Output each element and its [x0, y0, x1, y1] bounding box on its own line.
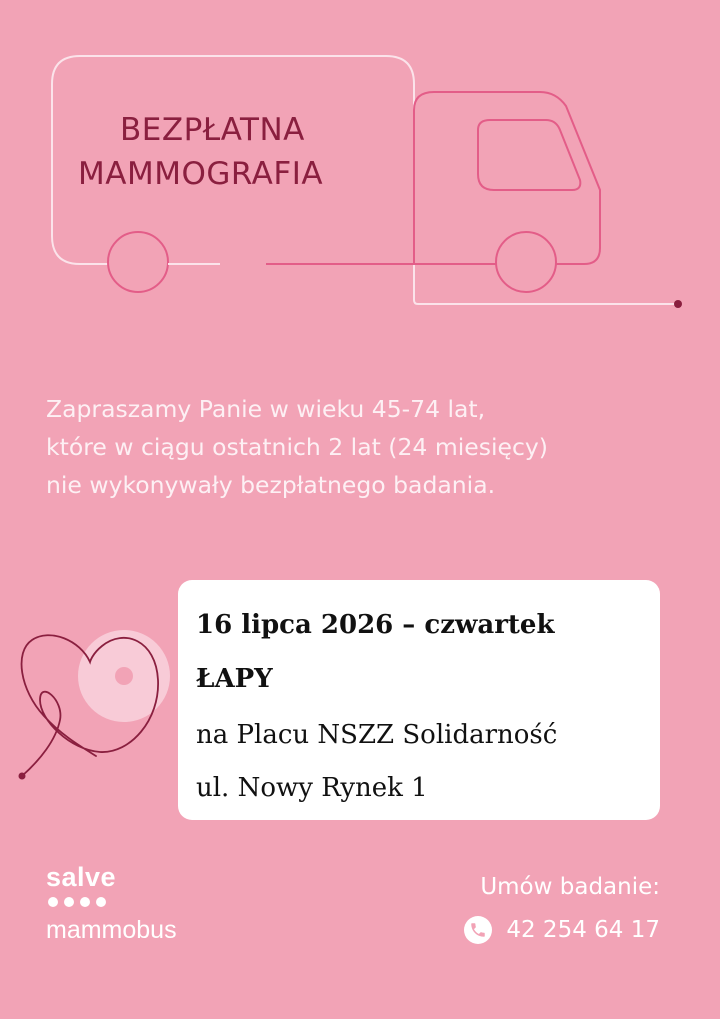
event-street: ul. Nowy Rynek 1	[196, 773, 428, 803]
invitation-line-1: Zapraszamy Panie w wieku 45-74 lat,	[46, 395, 486, 423]
heart-illustration	[0, 600, 200, 800]
heart-circle-small	[115, 667, 133, 685]
phone-number[interactable]: 42 254 64 17	[506, 917, 660, 943]
invitation-line-2: które w ciągu ostatnich 2 lat (24 miesięcy)	[46, 433, 548, 461]
phone-row[interactable]	[464, 916, 660, 944]
event-date: 16 lipca 2026 – czwartek	[196, 610, 555, 640]
logo-dots	[48, 897, 177, 907]
event-place: na Placu NSZZ Solidarność	[196, 720, 558, 750]
logo-dot	[64, 897, 74, 907]
cab-window	[478, 120, 580, 190]
phone-icon	[464, 916, 492, 944]
headline	[78, 108, 323, 196]
event-info-card	[178, 580, 660, 820]
logo-dot	[48, 897, 58, 907]
logo-salve: salve	[46, 862, 117, 892]
line-end-dot	[674, 300, 682, 308]
logo-mammobus: mammobus	[46, 916, 177, 944]
rear-wheel	[108, 232, 168, 292]
logo-dot	[96, 897, 106, 907]
event-city: ŁAPY	[196, 664, 273, 694]
salve-logo	[46, 862, 177, 945]
headline-line-2: MAMMOGRAFIA	[78, 156, 324, 192]
front-wheel	[496, 232, 556, 292]
logo-dot	[80, 897, 90, 907]
headline-line-1: BEZPŁATNA	[120, 112, 305, 148]
contact-label: Umów badanie:	[480, 874, 660, 900]
contact-block	[464, 872, 660, 944]
invitation-text	[46, 390, 686, 504]
invitation-line-3: nie wykonywały bezpłatnego badania.	[46, 471, 496, 499]
heart-line-dot	[19, 773, 26, 780]
